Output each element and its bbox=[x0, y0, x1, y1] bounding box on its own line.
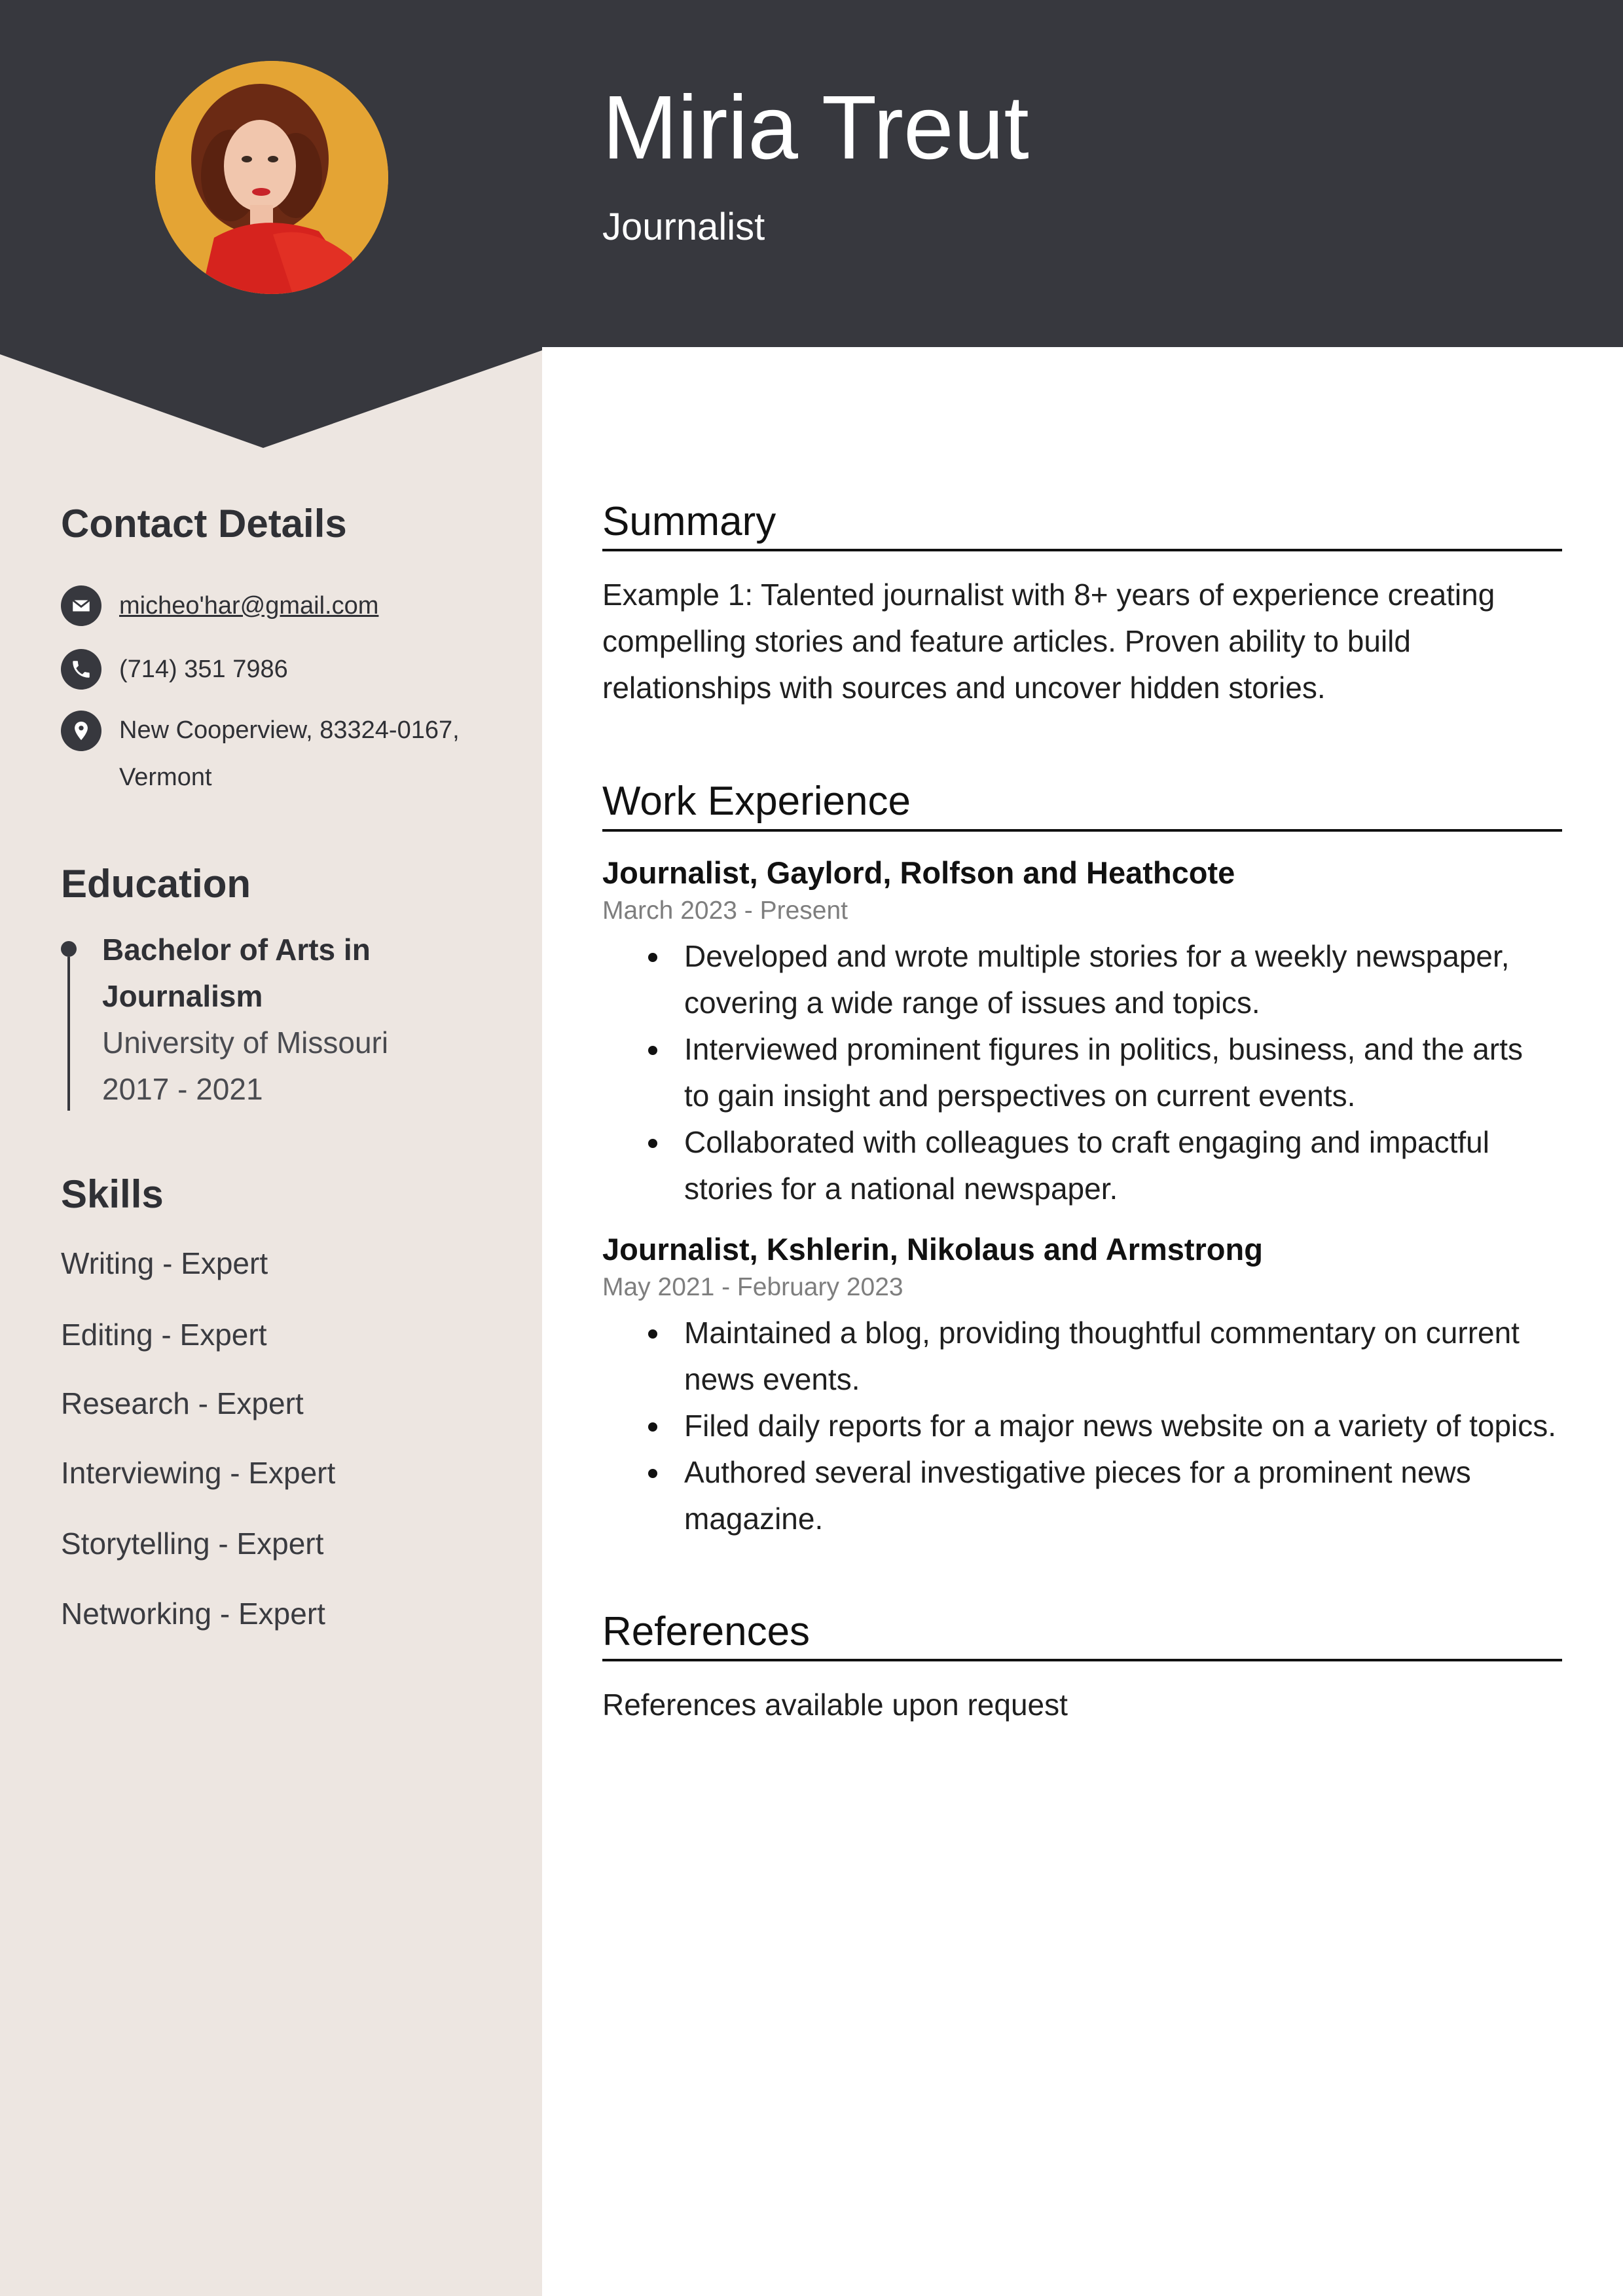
skill-item: Storytelling - Expert bbox=[61, 1527, 324, 1561]
timeline-dot bbox=[61, 941, 77, 957]
references-text: References available upon request bbox=[602, 1688, 1068, 1722]
education-degree-line1: Bachelor of Arts in bbox=[102, 933, 371, 967]
bullet-line: magazine. bbox=[684, 1502, 824, 1536]
bullet-line: news events. bbox=[684, 1362, 860, 1396]
skill-item: Interviewing - Expert bbox=[61, 1456, 336, 1490]
portrait-photo bbox=[155, 61, 388, 294]
bullet-line: Developed and wrote multiple stories for a weekly newspaper, bbox=[684, 939, 1510, 973]
phone-icon bbox=[61, 649, 101, 690]
summary-text bbox=[602, 572, 1562, 711]
experience-title: Work Experience bbox=[602, 779, 911, 824]
bullet-line: Authored several investigative pieces for a prominent news bbox=[684, 1455, 1471, 1489]
contact-phone-row bbox=[61, 649, 288, 693]
job-bullet bbox=[602, 1403, 1562, 1449]
bullet-line: to gain insight and perspectives on current events. bbox=[684, 1079, 1356, 1113]
education-title: Education bbox=[61, 862, 251, 906]
education-degree-line2: Journalism bbox=[102, 979, 263, 1013]
contact-address-row bbox=[61, 711, 460, 801]
candidate-role: Journalist bbox=[602, 206, 765, 248]
bullet-line: Collaborated with colleagues to craft engaging and impactful bbox=[684, 1125, 1489, 1159]
experience-divider bbox=[602, 829, 1562, 832]
job-bullets bbox=[602, 1310, 1562, 1542]
contact-phone: (714) 351 7986 bbox=[119, 656, 288, 683]
job-dates: May 2021 - February 2023 bbox=[602, 1273, 903, 1301]
job-bullet bbox=[602, 933, 1562, 1026]
skill-item: Writing - Expert bbox=[61, 1246, 268, 1280]
bullet-line: stories for a national newspaper. bbox=[684, 1172, 1118, 1206]
education-section bbox=[61, 861, 513, 908]
contact-email[interactable]: micheo'har@gmail.com bbox=[119, 592, 379, 620]
header-chevron bbox=[0, 346, 542, 448]
job-bullet bbox=[602, 1449, 1562, 1542]
references-title: References bbox=[602, 1609, 811, 1654]
skills-title: Skills bbox=[61, 1172, 164, 1216]
location-pin-icon bbox=[61, 711, 101, 751]
skill-item: Research - Expert bbox=[61, 1386, 304, 1420]
skill-item: Editing - Expert bbox=[61, 1318, 267, 1352]
job-bullet bbox=[602, 1119, 1562, 1212]
summary-divider bbox=[602, 549, 1562, 551]
contact-address-line1: New Cooperview, 83324-0167, bbox=[119, 716, 460, 744]
job-bullet bbox=[602, 1310, 1562, 1403]
education-years: 2017 - 2021 bbox=[102, 1072, 263, 1106]
contact-title: Contact Details bbox=[61, 502, 347, 546]
skill-item: Networking - Expert bbox=[61, 1597, 325, 1631]
contact-email-row bbox=[61, 585, 378, 629]
education-entry bbox=[61, 927, 519, 1106]
job-bullets bbox=[602, 933, 1562, 1212]
references-divider bbox=[602, 1659, 1562, 1661]
job-dates: March 2023 - Present bbox=[602, 897, 848, 925]
bullet-line: Filed daily reports for a major news website on a variety of topics. bbox=[684, 1409, 1557, 1443]
summary-line: relationships with sources and uncover hidden stories. bbox=[602, 671, 1326, 705]
bullet-line: Interviewed prominent figures in politics, business, and the arts bbox=[684, 1032, 1523, 1066]
contact-section bbox=[61, 500, 513, 547]
job-title: Journalist, Kshlerin, Nikolaus and Armstrong bbox=[602, 1232, 1263, 1267]
job-bullet bbox=[602, 1026, 1562, 1119]
timeline-line bbox=[67, 957, 70, 1111]
skills-section bbox=[61, 1171, 513, 1218]
bullet-line: Maintained a blog, providing thoughtful commentary on current bbox=[684, 1316, 1520, 1350]
job-title: Journalist, Gaylord, Rolfson and Heathcote bbox=[602, 855, 1235, 890]
candidate-name: Miria Treut bbox=[602, 77, 1029, 178]
summary-title: Summary bbox=[602, 499, 776, 544]
avatar bbox=[155, 61, 388, 294]
contact-address-line2: Vermont bbox=[119, 764, 212, 791]
summary-line: Example 1: Talented journalist with 8+ years of experience creating bbox=[602, 578, 1495, 612]
bullet-line: covering a wide range of issues and topics. bbox=[684, 986, 1260, 1020]
envelope-icon bbox=[61, 585, 101, 626]
contact-address bbox=[119, 707, 460, 801]
summary-line: compelling stories and feature articles. Proven ability to build bbox=[602, 624, 1411, 658]
education-school: University of Missouri bbox=[102, 1026, 389, 1060]
